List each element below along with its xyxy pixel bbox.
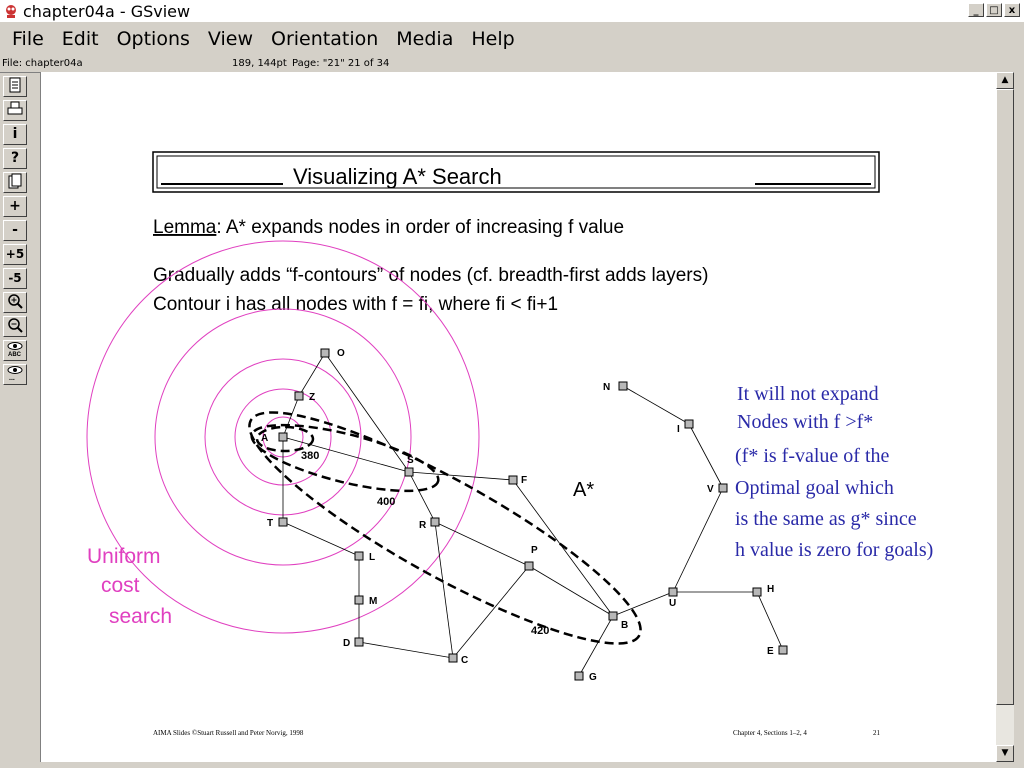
svg-text:ABC: ABC <box>8 352 21 357</box>
svg-text:h value is zero for goals): h value is zero for goals) <box>735 539 934 561</box>
svg-text:It will not expand: It will not expand <box>737 383 879 405</box>
svg-text:C: C <box>461 655 469 666</box>
svg-text:F: F <box>521 475 528 486</box>
svg-text:cost: cost <box>101 574 140 597</box>
minimize-button[interactable]: _ <box>968 3 984 17</box>
node-U <box>669 588 677 596</box>
open-file-icon <box>8 77 22 93</box>
svg-text:Nodes with f >f*: Nodes with f >f* <box>737 411 874 433</box>
node-H <box>753 588 761 596</box>
text-search-next-button[interactable] <box>3 364 27 385</box>
next-page-button[interactable]: + <box>3 196 27 217</box>
node-C <box>449 654 457 662</box>
status-line <box>0 56 1024 73</box>
menu-orientation[interactable]: Orientation <box>271 28 379 50</box>
eye-icon <box>6 365 24 381</box>
status-file: File: chapter04a <box>2 58 83 69</box>
status-coords: 189, 144pt <box>232 58 287 69</box>
svg-text:O: O <box>337 348 345 359</box>
svg-text:E: E <box>767 646 774 657</box>
scroll-up-button[interactable]: ▲ <box>996 72 1014 89</box>
node-Z <box>295 392 303 400</box>
node-F <box>509 476 517 484</box>
annotation-note <box>735 383 933 561</box>
zoom-in-icon <box>7 293 23 309</box>
maximize-button[interactable]: □ <box>986 3 1002 17</box>
menu-options[interactable]: Options <box>116 28 190 50</box>
scroll-thumb[interactable] <box>996 89 1014 705</box>
svg-text:420: 420 <box>531 625 550 637</box>
vertical-scrollbar[interactable] <box>996 72 1014 762</box>
svg-text:R: R <box>419 520 427 531</box>
svg-text:...: ... <box>9 375 15 381</box>
node-V <box>719 484 727 492</box>
svg-text:S: S <box>407 455 414 466</box>
uniform-cost-label <box>87 545 172 628</box>
document-view[interactable] <box>40 72 996 762</box>
svg-text:H: H <box>767 584 775 595</box>
open-button[interactable] <box>3 76 27 97</box>
window-frame-right <box>1014 56 1024 768</box>
astar-label: A* <box>573 479 595 501</box>
menu-view[interactable]: View <box>207 28 253 50</box>
scroll-down-button[interactable]: ▼ <box>996 745 1014 762</box>
svg-text:A: A <box>261 433 269 444</box>
title-bar <box>0 0 1024 22</box>
status-page: Page: "21" 21 of 34 <box>292 58 390 69</box>
text-search-button[interactable] <box>3 340 27 361</box>
forward-5-button[interactable]: +5 <box>3 244 27 265</box>
svg-text:U: U <box>669 598 677 609</box>
svg-text:(f* is f-value of the: (f* is f-value of the <box>735 445 890 467</box>
svg-text:L: L <box>369 552 376 563</box>
node-O <box>321 349 329 357</box>
svg-text:search: search <box>109 605 173 628</box>
menu-help[interactable]: Help <box>471 28 515 50</box>
svg-text:Uniform: Uniform <box>87 545 161 568</box>
node-T <box>279 518 287 526</box>
svg-text:is the same as g* since: is the same as g* since <box>735 508 917 530</box>
node-P <box>525 562 533 570</box>
svg-text:380: 380 <box>301 450 320 462</box>
footer-right: Chapter 4, Sections 1–2, 4 <box>733 729 807 737</box>
eye-abc-icon <box>6 341 24 357</box>
node-G <box>575 672 583 680</box>
info-button[interactable]: i <box>3 124 27 145</box>
footer-page: 21 <box>873 729 880 737</box>
toolbar <box>3 76 31 388</box>
node-E <box>779 646 787 654</box>
close-button[interactable]: x <box>1004 3 1020 17</box>
svg-text:B: B <box>621 620 629 631</box>
node-I <box>685 420 693 428</box>
window-title: chapter04a - GSview <box>23 1 191 21</box>
menu-media[interactable]: Media <box>396 28 454 50</box>
svg-text:Optimal goal which: Optimal goal which <box>735 477 894 499</box>
svg-text:V: V <box>707 484 714 495</box>
menu-file[interactable]: File <box>12 28 44 50</box>
svg-text:M: M <box>369 596 378 607</box>
zoom-out-button[interactable] <box>3 316 27 337</box>
slide-page <box>41 72 996 762</box>
footer-left: AIMA Slides ©Stuart Russell and Peter Norvig, 1998 <box>153 729 304 737</box>
svg-text:T: T <box>267 518 274 529</box>
svg-text:N: N <box>603 382 611 393</box>
node-L <box>355 552 363 560</box>
node-B <box>609 612 617 620</box>
svg-text:400: 400 <box>377 496 396 508</box>
slide-line-1: Gradually adds “f-contours” of nodes (cf. breadth-first adds layers) <box>153 265 709 286</box>
menu-edit[interactable]: Edit <box>61 28 99 50</box>
lemma-text: : A* expands nodes in order of increasing f value <box>216 217 625 238</box>
gsview-app-icon[interactable] <box>3 3 19 19</box>
svg-text:G: G <box>589 672 597 683</box>
slide-line-2: Contour i has all nodes with f = fi, where fi < fi+1 <box>153 294 559 315</box>
svg-text:D: D <box>343 638 351 649</box>
node-D <box>355 638 363 646</box>
node-A <box>279 433 287 441</box>
lemma-word: Lemma <box>153 217 217 238</box>
svg-text:P: P <box>531 545 538 556</box>
goto-page-button[interactable] <box>3 172 27 193</box>
zoom-in-button[interactable] <box>3 292 27 313</box>
node-R <box>431 518 439 526</box>
help-button[interactable]: ? <box>3 148 27 169</box>
node-N <box>619 382 627 390</box>
node-M <box>355 596 363 604</box>
print-button[interactable] <box>3 100 27 121</box>
slide-heading: Visualizing A* Search <box>293 164 502 189</box>
svg-text:Z: Z <box>309 392 316 403</box>
page-icon <box>8 173 22 189</box>
printer-icon <box>7 101 23 117</box>
node-S <box>405 468 413 476</box>
menu-bar <box>0 22 1024 56</box>
lemma-line <box>153 217 624 238</box>
prev-page-button[interactable]: - <box>3 220 27 241</box>
back-5-button[interactable]: -5 <box>3 268 27 289</box>
svg-text:I: I <box>677 424 680 435</box>
zoom-out-icon <box>7 317 23 333</box>
